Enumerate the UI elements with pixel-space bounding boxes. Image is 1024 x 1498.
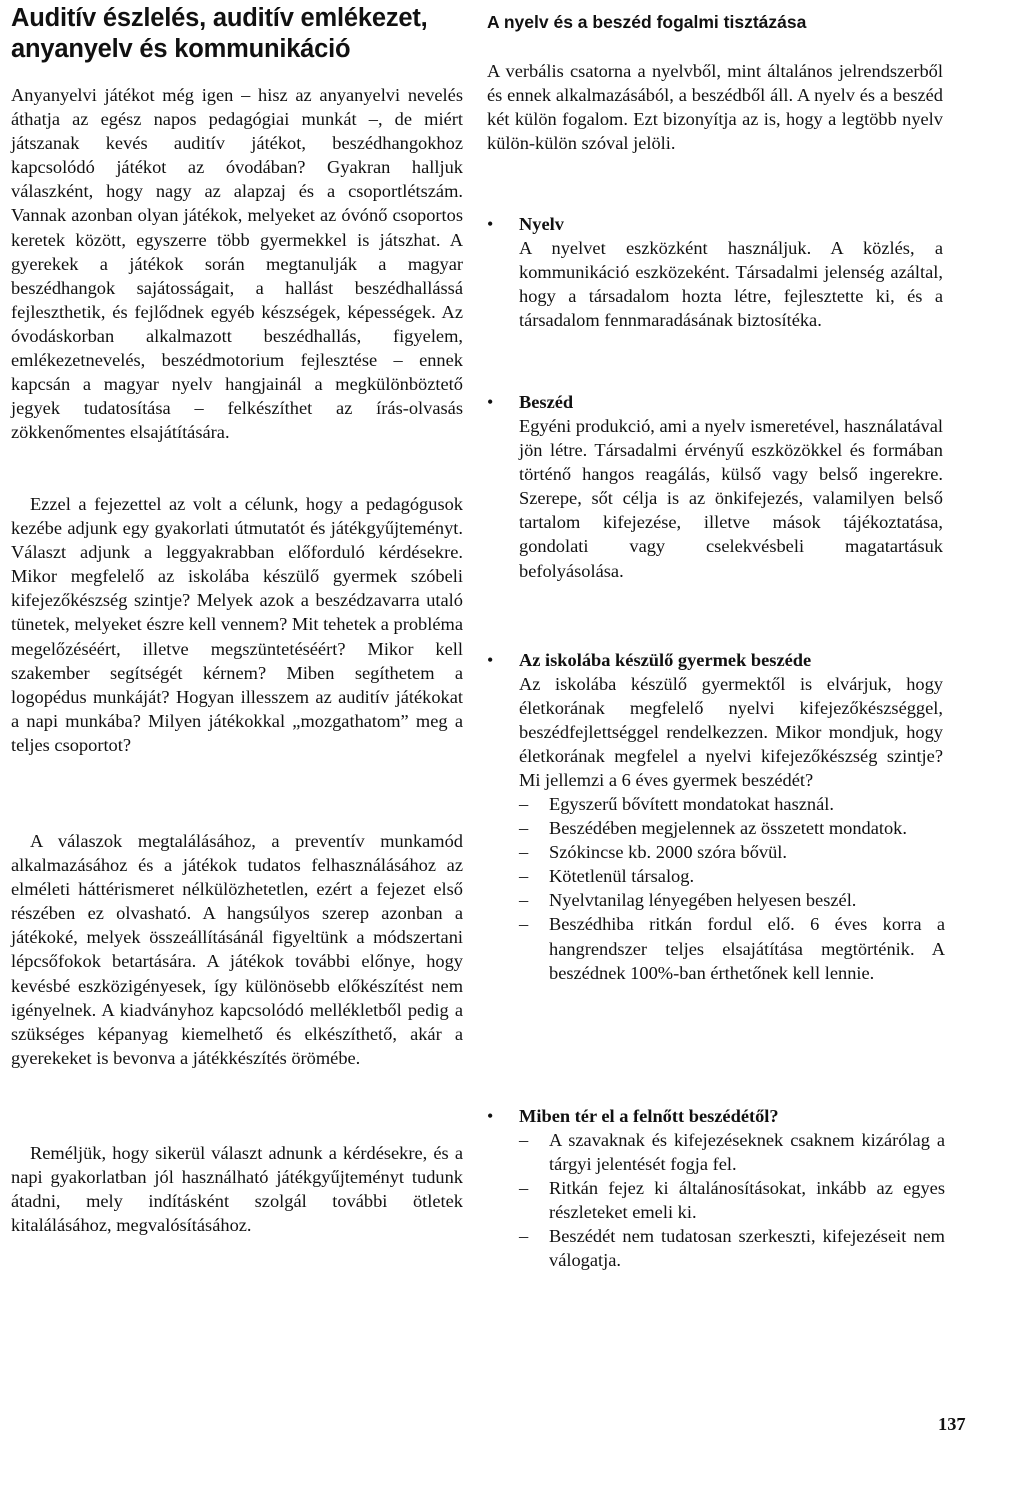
dash-icon: –	[519, 914, 529, 935]
left-paragraph-4: Reméljük, hogy sikerül választ adnunk a kérdésekre, és a napi gyakorlatban jól használható játékgyűjteményt tudunk átadni, mely indításként szolgál további ötletek kitalálásához, megvalósításához.	[11, 1143, 463, 1236]
section-heading: Beszéd	[519, 392, 574, 412]
section-body: A nyelvet eszközként használjuk. A közlés, a kommunikáció eszközeként. Társadalmi jelenség azáltal, hogy a társadalom hozta létre, fejlesztette ki, és a társadalom fennmaradásának biztosítéka.	[519, 238, 943, 331]
bullet-icon: •	[487, 214, 494, 234]
dash-icon: –	[519, 1178, 529, 1199]
dash-icon: –	[519, 842, 529, 863]
list-item: – A szavaknak és kifejezéseknek csaknem kizárólag a tárgyi jelentését fogja fel.	[519, 1130, 945, 1175]
list-item: – Beszédhiba ritkán fordul elő. 6 éves korra a hangrendszer teljes elsajátítása megtörténik. A beszédnek 100%-ban érthetőnek kell lennie.	[519, 914, 945, 983]
list-item: – Egyszerű bővített mondatokat használ.	[519, 792, 945, 816]
left-paragraph-2: Ezzel a fejezettel az volt a célunk, hogy a pedagógusok kezébe adjunk egy gyakorlati útmutatót és játékgyűjteményt. Választ adjunk a leggyakrabban előforduló kérdésekre. Mikor megfelelő az iskolába készülő gyermek szóbeli kifejezőkészség szintje? Melyek azok a beszédzavarra utaló tünetek, melyeket észre kell vennem? Mit tehetek a probléma megelőzéséért, illetve megszüntetéséért? Mikor kell szakember segítségét kérnem? Miben segíthetem a logopédus munkáját? Hogyan illesszem az auditív játékokat a napi munkába? Milyen játékokkal „mozgathatom” meg a teljes csoportot?	[11, 494, 463, 755]
list-item: – Ritkán fejez ki általánosításokat, inkább az egyes részleteket emeli ki.	[519, 1178, 945, 1223]
list-item: – Beszédét nem tudatosan szerkeszti, kifejezéseit nem válogatja.	[519, 1226, 945, 1271]
list-item: – Szókincse kb. 2000 szóra bővül.	[519, 840, 945, 864]
section-body: Egyéni produkció, ami a nyelv ismeretével, használatával jön létre. Társadalmi érvényű eszközökkel és formában történő hangos reagálás, külső vagy belső ingerekre. Szerepe, sőt célja is az önkifejezés, valamilyen belső tartalom kifejezése, illetve mások tájékoztatása, gondolati vagy cselekvésbeli magatartásuk befolyásolása.	[519, 416, 943, 581]
left-paragraph-3: A válaszok megtalálásához, a preventív munkamód alkalmazásához és a játékok tudatos felhasználásához az elméleti háttérismeret nélkülözhetetlen, ezért a fejezet első részében ez olvasható. A hangsúlyos szerep azonban a játékoké, melyek összeállításánál figyeltünk a módszertani lépcsőfokok betartására. A játékok további előnye, hogy kevésbé eszközigényesek, így különösebb előkészítést nem igényelnek. A kiadványhoz kapcsolódó mellékletből pedig a szükséges képanyag kiemelhető és elkészíthető, akár a gyerekeket is bevonva a játékkészítés örömébe.	[11, 831, 463, 1068]
feature-list	[519, 792, 945, 985]
section-body: Az iskolába készülő gyermektől is elvárjuk, hogy életkorának megfelelő nyelvi kifejezőkészséggel, beszédfejlettséggel rendelkezzen. Mikor mondjuk, hogy életkorának megfelel a nyelvi kifejezőkészség szintje? Mi jellemzi a 6 éves gyermek beszédét?	[519, 674, 943, 791]
dash-icon: –	[519, 890, 529, 911]
bullet-icon: •	[487, 392, 494, 412]
list-item: – Nyelvtanilag lényegében helyesen beszél.	[519, 888, 945, 912]
left-column-title: Auditív észlelés, auditív emlékezet, anyanyelv és kommunikáció	[11, 4, 428, 63]
section-heading: Miben tér el a felnőtt beszédétől?	[519, 1106, 779, 1126]
list-item: – Beszédében megjelennek az összetett mondatok.	[519, 816, 945, 840]
section-heading: Nyelv	[519, 214, 564, 234]
page-number: 137	[938, 1414, 966, 1434]
difference-list	[519, 1128, 945, 1273]
right-column-title: A nyelv és a beszéd fogalmi tisztázása	[487, 12, 807, 32]
bullet-icon: •	[487, 1106, 494, 1126]
dash-icon: –	[519, 794, 529, 814]
bullet-icon: •	[487, 650, 494, 670]
left-paragraph-1: Anyanyelvi játékot még igen – hisz az anyanyelvi nevelés áthatja az egész napos pedagógiai munkát –, de miért játszanak kevés auditív játékot, beszédhangokhoz kapcsolódó játékot az óvodában? Gyakran halljuk válaszként, hogy nagy az alapzaj és a csoportlétszám. Vannak azonban olyan játékok, melyeket az óvónő csoportos keretek között, egyszerre több gyermekkel is játszhat. A gyerekek a játékok során megtanulják a magyar beszédhangok sajátosságait, a hallást beszédhallássá fejleszthetik, és fejlődnek egyéb készségek, képességek. Az óvodáskorban alkalmazott beszédhallás, figyelem, emlékezetnevelés, beszédmotorium fejlesztése – ennek kapcsán a magyar nyelv hangjainál a megkülönböztető jegyek tudatosítása – felkészíthet az írás-olvasás zökkenőmentes elsajátítására.	[11, 85, 463, 443]
section-heading: Az iskolába készülő gyermek beszéde	[519, 650, 812, 670]
right-intro-paragraph: A verbális csatorna a nyelvből, mint általános jelrendszerből és ennek alkalmazásából, a beszédből áll. A nyelv és a beszéd két külön fogalom. Ezt bizonyítja az is, hogy a legtöbb nyelv külön-külön szóval jelöli.	[487, 61, 943, 154]
dash-icon: –	[519, 1130, 529, 1150]
dash-icon: –	[519, 1226, 529, 1247]
dash-icon: –	[519, 866, 529, 887]
list-item: – Kötetlenül társalog.	[519, 864, 945, 888]
dash-icon: –	[519, 818, 529, 839]
